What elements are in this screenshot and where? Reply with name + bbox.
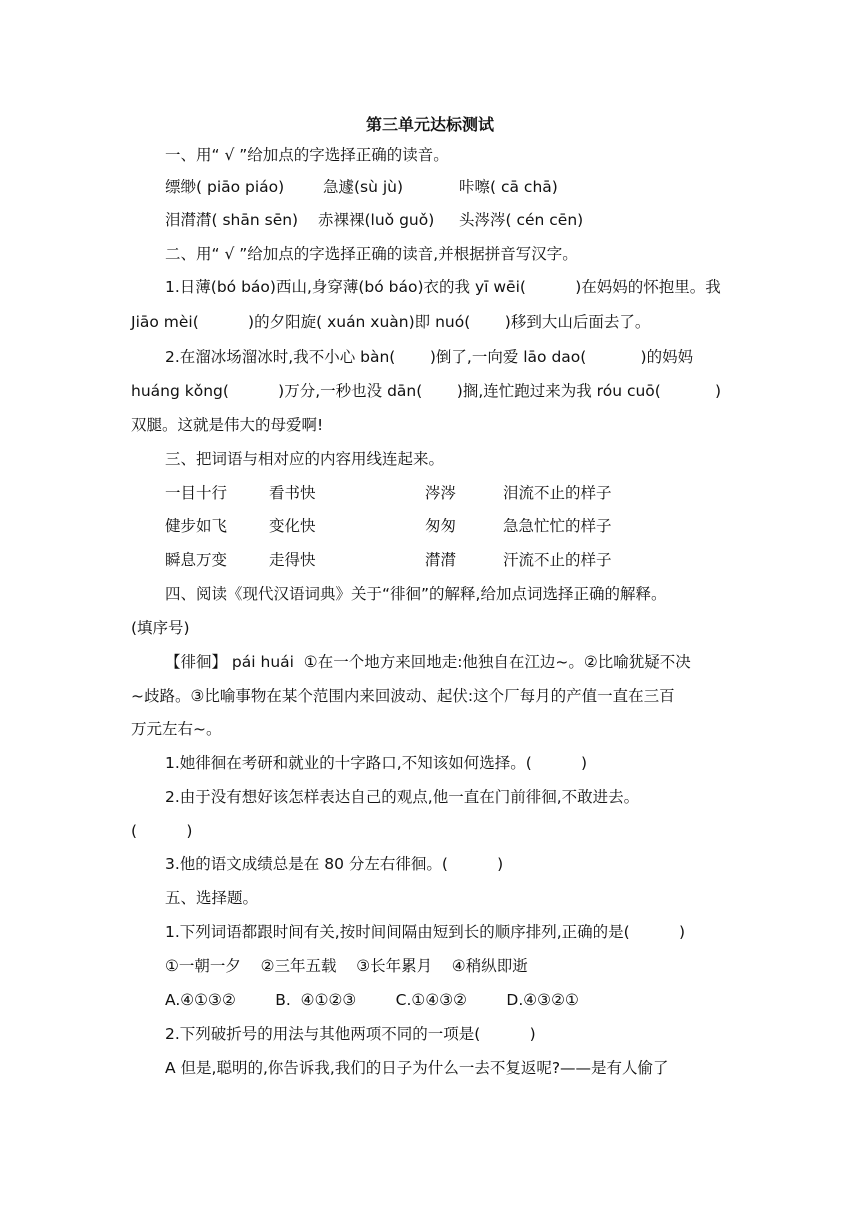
s1-item: 头涔涔( cén cēn) bbox=[459, 211, 584, 229]
section2-heading: 二、用“ √ ”给加点的字选择正确的读音,并根据拼音写汉字。 bbox=[165, 245, 578, 263]
s5-options: A.④①③② B. ④①②③ C.①④③② D.④③②① bbox=[165, 991, 579, 1009]
dictionary-definition: 万元左右~。 bbox=[131, 720, 222, 738]
dictionary-definition: ~歧路。③比喻事物在某个范围内来回波动、起伏:这个厂每月的产值一直在三百 bbox=[131, 687, 675, 705]
s1-item: 咔嚓( cā chā) bbox=[459, 178, 558, 196]
s3-desc: 汗流不止的样子 bbox=[503, 551, 612, 569]
s2-line: 1.日薄(bó báo)西山,身穿薄(bó báo)衣的我 yī wēi( )在妈妈的怀抱里。我 bbox=[165, 278, 721, 296]
section3-heading: 三、把词语与相对应的内容用线连起来。 bbox=[165, 450, 445, 468]
s3-word: 匆匆 bbox=[425, 517, 457, 535]
s1-item: 泪潸潸( shān sēn) bbox=[165, 211, 299, 229]
s3-desc: 泪流不止的样子 bbox=[503, 484, 612, 502]
s3-meaning: 看书快 bbox=[269, 484, 316, 502]
s3-idiom: 健步如飞 bbox=[165, 517, 228, 535]
s5-option-a: A 但是,聪明的,你告诉我,我们的日子为什么一去不复返呢?——是有人偷了 bbox=[165, 1059, 669, 1077]
s1-item: 急遽(sù jù) bbox=[323, 178, 404, 196]
s1-item: 缥缈( piāo piáo) bbox=[165, 178, 285, 196]
dictionary-definition: 【徘徊】 pái huái ①在一个地方来回地走:他独自在江边~。②比喻犹疑不决 bbox=[165, 653, 691, 671]
s1-item: 赤裸裸(luǒ guǒ) bbox=[318, 211, 435, 229]
s2-line: 2.在溜冰场溜冰时,我不小心 bàn( )倒了,一向爱 lāo dao( )的妈妈 bbox=[165, 348, 694, 366]
s4-answer-blank: ( ) bbox=[131, 822, 193, 840]
s4-question: 2.由于没有想好该怎样表达自己的观点,他一直在门前徘徊,不敢进去。 bbox=[165, 788, 640, 806]
s4-question: 3.他的语文成绩总是在 80 分左右徘徊。( ) bbox=[165, 855, 504, 873]
section4-heading-cont: (填序号) bbox=[131, 619, 190, 637]
s3-word: 潸潸 bbox=[425, 551, 457, 569]
s5-question: 1.下列词语都跟时间有关,按时间间隔由短到长的顺序排列,正确的是( ) bbox=[165, 923, 686, 941]
s3-meaning: 变化快 bbox=[269, 517, 316, 535]
s2-line: Jiāo mèi( )的夕阳旋( xuán xuàn)即 nuó( )移到大山后面去了。 bbox=[131, 313, 651, 331]
section1-heading: 一、用“ √ ”给加点的字选择正确的读音。 bbox=[165, 146, 449, 164]
s2-line: 双腿。这就是伟大的母爱啊! bbox=[131, 416, 324, 434]
section5-heading: 五、选择题。 bbox=[165, 889, 259, 907]
s2-line: huáng kǒng( )万分,一秒也没 dān( )搁,连忙跑过来为我 róu cuō( ) bbox=[131, 382, 722, 400]
page-title: 第三单元达标测试 bbox=[365, 115, 494, 134]
s3-meaning: 走得快 bbox=[269, 551, 316, 569]
s5-question: 2.下列破折号的用法与其他两项不同的一项是( ) bbox=[165, 1025, 536, 1043]
s3-idiom: 一目十行 bbox=[165, 484, 228, 502]
section4-heading: 四、阅读《现代汉语词典》关于“徘徊”的解释,给加点词选择正确的解释。 bbox=[165, 585, 667, 603]
s5-items: ①一朝一夕 ②三年五载 ③长年累月 ④稍纵即逝 bbox=[165, 957, 528, 975]
s3-idiom: 瞬息万变 bbox=[165, 551, 228, 569]
s3-word: 涔涔 bbox=[425, 484, 457, 502]
s4-question: 1.她徘徊在考研和就业的十字路口,不知该如何选择。( ) bbox=[165, 754, 588, 772]
s3-desc: 急急忙忙的样子 bbox=[503, 517, 612, 535]
